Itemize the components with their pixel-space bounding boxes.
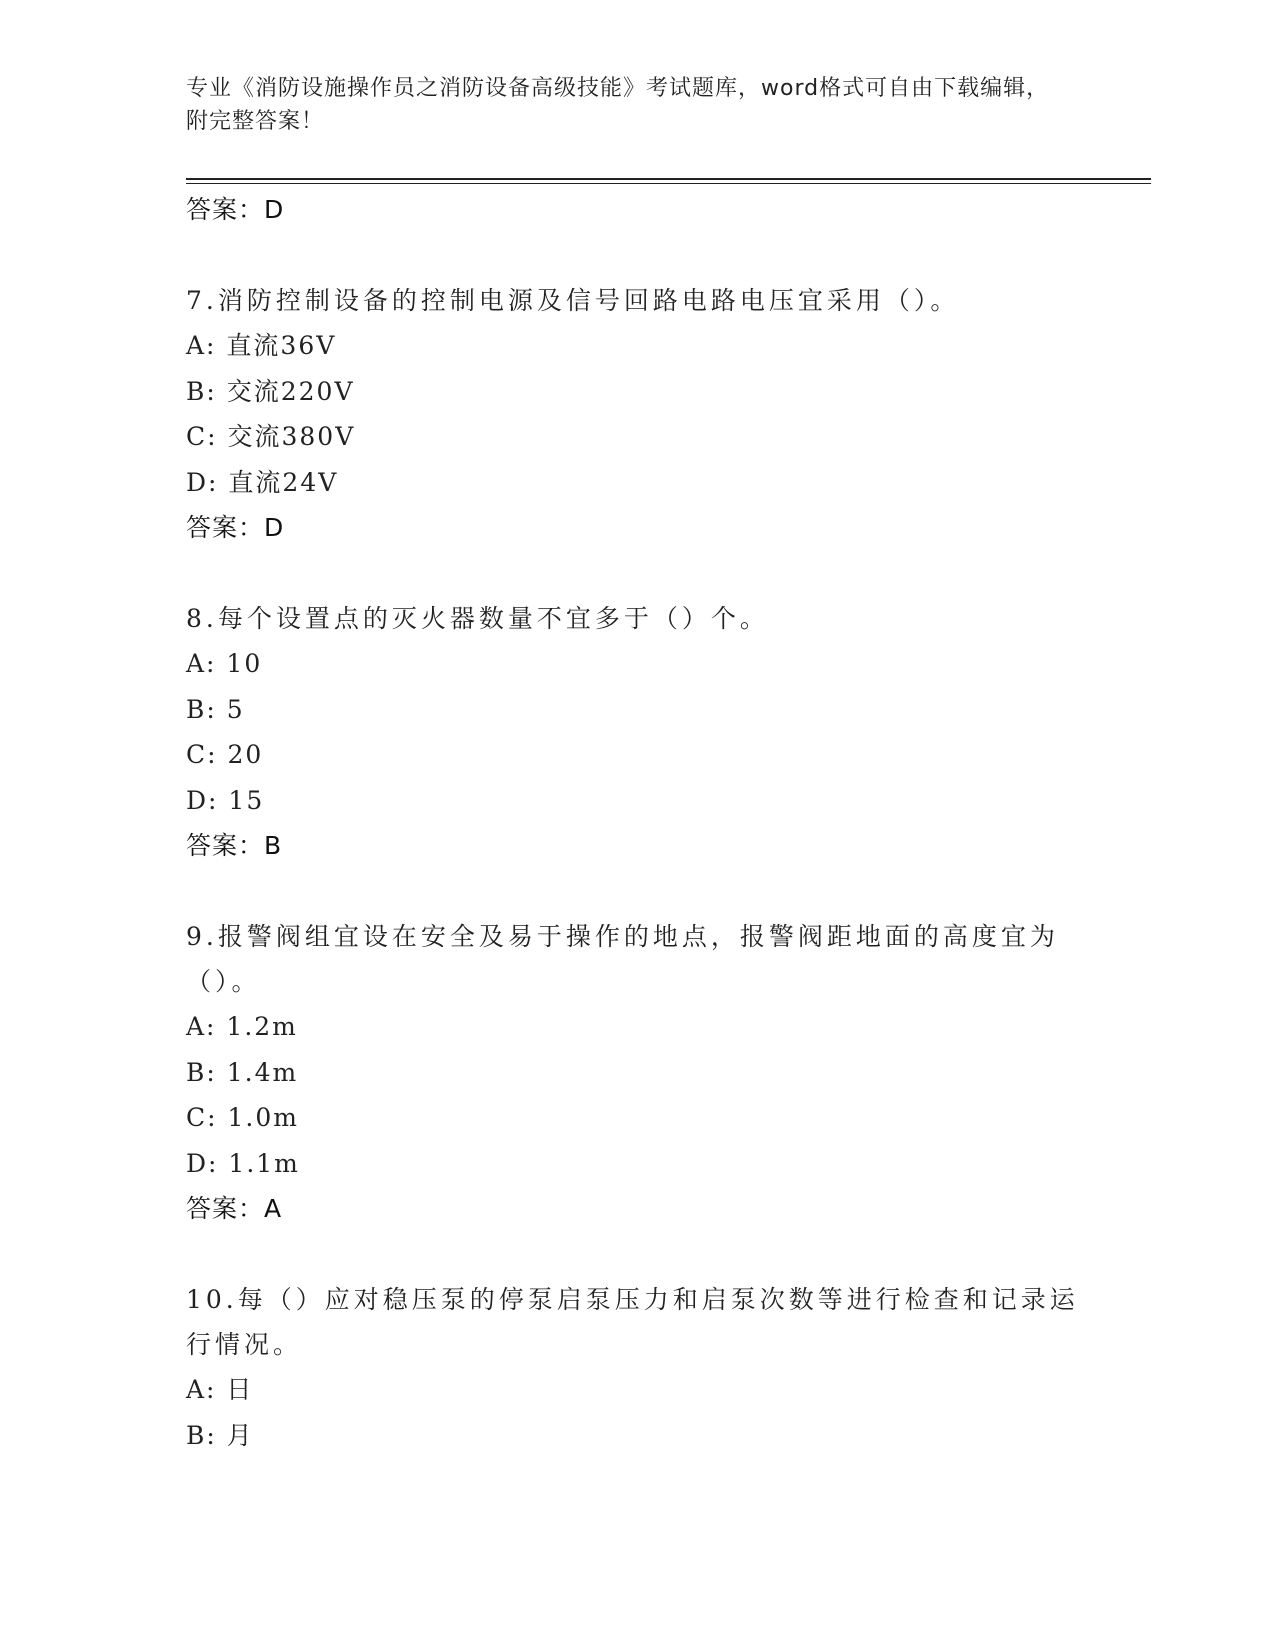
option-b: B: 月 (186, 1420, 254, 1450)
question-block (186, 1277, 1086, 1458)
option-d: D: 15 (186, 785, 265, 815)
question-block (186, 914, 1086, 1231)
header-rule-thin (186, 183, 1151, 184)
header-rule-thick (186, 178, 1151, 180)
option-d: D: 直流24V (186, 467, 339, 497)
option-a: A: 日 (186, 1375, 254, 1404)
option-a: A: 1.2m (186, 1012, 298, 1041)
question-text: 9.报警阀组宜设在安全及易于操作的地点，报警阀距地面的高度宜为（）。 (186, 922, 1059, 996)
question-text: 8.每个设置点的灭火器数量不宜多于（）个。 (186, 604, 769, 633)
document-header: 专业《消防设施操作员之消防设备高级技能》考试题库，word格式可自由下载编辑，附完整答案！ (186, 76, 1050, 134)
option-c: C: 1.0m (186, 1103, 299, 1132)
option-c: C: 交流380V (186, 422, 356, 451)
option-a: A: 10 (186, 649, 263, 678)
document-body (186, 187, 1086, 1458)
answer-line: 答案：D (186, 513, 285, 542)
option-a: A: 直流36V (186, 331, 337, 360)
question-text: 7.消防控制设备的控制电源及信号回路电路电压宜采用（）。 (186, 286, 960, 315)
option-c: C: 20 (186, 740, 264, 769)
question-block (186, 278, 1086, 550)
option-b: B: 交流220V (186, 376, 355, 406)
answer-line: 答案：A (186, 1194, 283, 1223)
answer-line: 答案：B (186, 831, 283, 860)
question-text: 10.每（）应对稳压泵的停泵启泵压力和启泵次数等进行检查和记录运行情况。 (186, 1285, 1079, 1359)
option-b: B: 1.4m (186, 1057, 299, 1087)
option-b: B: 5 (186, 694, 245, 724)
option-d: D: 1.1m (186, 1148, 300, 1178)
answer-line: 答案：D (186, 195, 285, 224)
question-block (186, 596, 1086, 868)
